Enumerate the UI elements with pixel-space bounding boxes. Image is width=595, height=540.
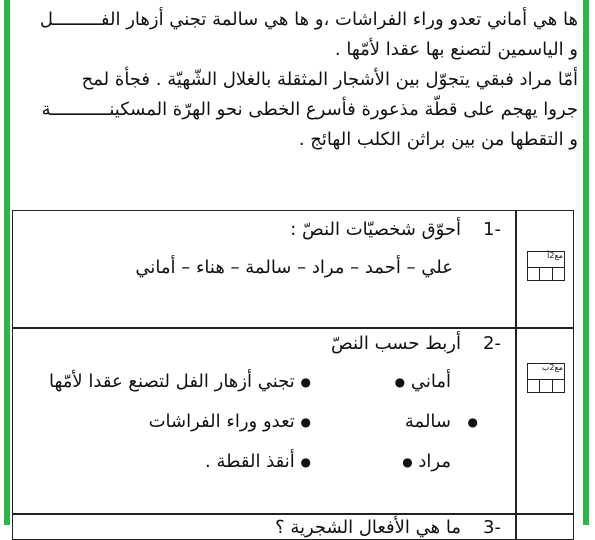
score-label-q2: مع2ب: [541, 363, 563, 372]
bullet-icon: ●: [394, 375, 406, 389]
row-divider-2: [13, 513, 573, 515]
left-border-stripe: [4, 0, 10, 525]
question-3-number: -3: [483, 517, 501, 538]
passage-line-3: أمّا مراد فبقي يتجوّل بين الأشجار المثقلة بالغلال الشّهيّة . فجأة لمح: [81, 69, 578, 90]
bullet-icon: ●: [402, 455, 413, 469]
match-right-1[interactable]: ● تجني أزهار الفل لتصنع عقدا لأمّها: [49, 371, 311, 392]
passage-line-1: ها هي أماني تعدو وراء الفراشات ،و ها هي سالمة تجني أزهار الفـــــــــل: [39, 9, 578, 30]
question-2-title: أربط حسب النصّ: [330, 333, 461, 354]
score-box-q2: [527, 363, 565, 393]
passage-line-4: جروا يهجم على قطّة مذعورة فأسرع الخطى نحو الهرّة المسكينـــــــــــة: [41, 99, 578, 120]
row-divider-1: [13, 327, 573, 329]
match-right-2[interactable]: ● تعدو وراء الفراشات: [148, 411, 311, 432]
match-left-3[interactable]: مراد ●: [402, 451, 451, 472]
match-left-1[interactable]: أماني ●: [394, 371, 451, 392]
question-2-number: -2: [483, 333, 501, 354]
score-cells-q2: [528, 379, 564, 392]
column-divider: [515, 211, 517, 539]
match-left-2[interactable]: سالمة: [404, 411, 451, 432]
question-1-number: -1: [483, 219, 501, 240]
question-3-title: ما هي الأفعال الشجرية ؟: [275, 517, 461, 538]
score-box-q1: [527, 251, 565, 281]
match-left-2-bullet: [468, 411, 478, 432]
question-1-title: أحوّق شخصيّات النصّ :: [290, 219, 461, 240]
score-cells-q1: [528, 267, 564, 280]
passage-line-5: و التقطها من بين براثن الكلب الهائج .: [298, 129, 578, 150]
passage-line-2: و الياسمين لتصنع بها عقدا لأمّها .: [334, 39, 578, 60]
bullet-icon: ●: [300, 415, 311, 429]
match-right-3[interactable]: ● أنقذ القطة .: [205, 451, 311, 472]
bullet-icon: ●: [467, 415, 478, 429]
bullet-icon: ●: [300, 455, 311, 469]
score-label-q1: مع2أ: [547, 251, 563, 260]
bullet-icon: ●: [300, 375, 311, 389]
question-1-names: علي – أحمد – مراد – سالمة – هناء – أماني: [135, 257, 453, 278]
right-border-stripe: [583, 0, 589, 525]
questions-table: [12, 210, 574, 540]
